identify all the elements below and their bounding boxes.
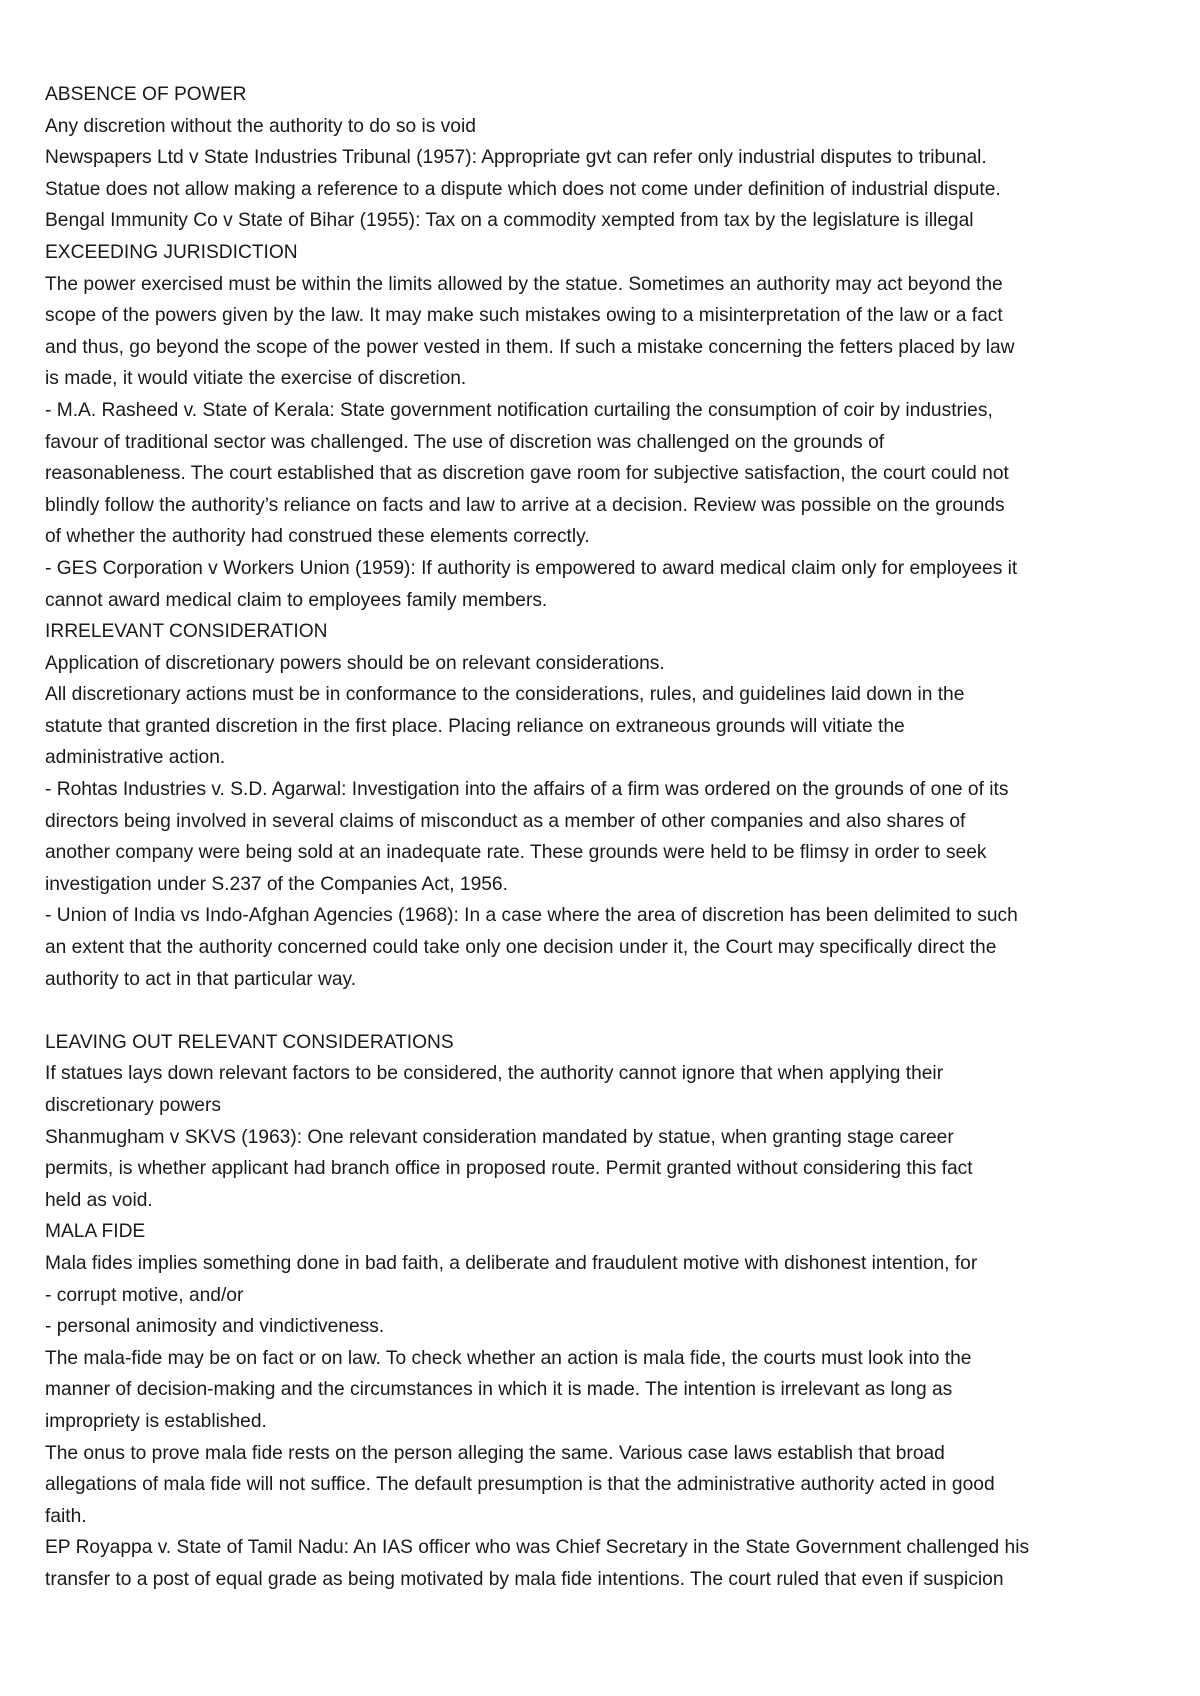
text-line: manner of decision-making and the circumstances in which it is made. The intention is irrelevant as long as (45, 1379, 953, 1401)
text-line: favour of traditional sector was challenged. The use of discretion was challenged on the grounds of (45, 431, 885, 453)
text-line: impropriety is established. (45, 1410, 267, 1432)
heading-exceeding-jurisdiction: EXCEEDING JURISDICTION (45, 241, 298, 263)
text-line: discretionary powers (45, 1095, 221, 1116)
text-line: cannot award medical claim to employees family members. (45, 589, 548, 611)
heading-leaving-out-relevant-considerations: LEAVING OUT RELEVANT CONSIDERATIONS (45, 1031, 454, 1053)
text-line: allegations of mala fide will not suffice. The default presumption is that the administrative authority acted in good (45, 1474, 995, 1496)
text-line: Statue does not allow making a reference to a dispute which does not come under definition of industrial dispute. (45, 178, 1001, 200)
text-line: reasonableness. The court established that as discretion gave room for subjective satisfaction, the court could not (45, 463, 1009, 485)
text-line: Bengal Immunity Co v State of Bihar (1955): Tax on a commodity xempted from tax by the legislature is illegal (45, 210, 974, 232)
heading-mala-fide: MALA FIDE (45, 1221, 146, 1243)
heading-absence-of-power: ABSENCE OF POWER (45, 84, 247, 105)
text-line: permits, is whether applicant had branch office in proposed route. Permit granted without considering this fact (45, 1158, 973, 1180)
text-line: - Union of India vs Indo-Afghan Agencies (1968): In a case where the area of discretion has been delimited to such (45, 905, 1018, 927)
text-line: - corrupt motive, and/or (45, 1284, 244, 1306)
text-line: Application of discretionary powers should be on relevant considerations. (45, 652, 665, 674)
text-line: Newspapers Ltd v State Industries Tribunal (1957): Appropriate gvt can refer only industrial disputes to tribunal. (45, 147, 987, 169)
text-line: The power exercised must be within the limits allowed by the statue. Sometimes an authority may act beyond the (45, 273, 1003, 295)
text-line: - personal animosity and vindictiveness. (45, 1316, 385, 1338)
text-line: scope of the powers given by the law. It may make such mistakes owing to a misinterpretation of the law or a fact (45, 305, 1003, 327)
text-line: blindly follow the authority’s reliance on facts and law to arrive at a decision. Review was possible on the grounds (45, 494, 1005, 516)
text-line: transfer to a post of equal grade as being motivated by mala fide intentions. The court ruled that even if suspicion (45, 1568, 1004, 1590)
text-line: Mala fides implies something done in bad faith, a deliberate and fraudulent motive with dishonest intention, for (45, 1252, 978, 1274)
text-line: held as void. (45, 1189, 153, 1211)
text-line: and thus, go beyond the scope of the power vested in them. If such a mistake concerning the fetters placed by law (45, 336, 1015, 358)
text-line: another company were being sold at an inadequate rate. These grounds were held to be flimsy in order to seek (45, 842, 987, 864)
text-line: The mala-fide may be on fact or on law. To check whether an action is mala fide, the courts must look into the (45, 1347, 972, 1369)
text-line: statute that granted discretion in the first place. Placing reliance on extraneous grounds will vitiate the (45, 715, 905, 737)
text-line: - M.A. Rasheed v. State of Kerala: State government notification curtailing the consumption of coir by industries, (45, 399, 993, 421)
text-line: faith. (45, 1505, 87, 1527)
text-line: - Rohtas Industries v. S.D. Agarwal: Investigation into the affairs of a firm was ordered on the grounds of one of its (45, 779, 1009, 801)
text-line: - GES Corporation v Workers Union (1959): If authority is empowered to award medical claim only for employees it (45, 557, 1018, 579)
text-line: an extent that the authority concerned could take only one decision under it, the Court may specifically direct the (45, 937, 997, 959)
text-line: administrative action. (45, 747, 226, 769)
blank-line (45, 995, 1163, 1027)
document-page (45, 79, 1163, 1596)
text-line: The onus to prove mala fide rests on the person alleging the same. Various case laws establish that broad (45, 1442, 945, 1464)
text-line: Shanmugham v SKVS (1963): One relevant consideration mandated by statue, when granting stage career (45, 1126, 954, 1148)
text-line: of whether the authority had construed these elements correctly. (45, 526, 590, 548)
text-line: authority to act in that particular way. (45, 968, 357, 990)
heading-irrelevant-consideration: IRRELEVANT CONSIDERATION (45, 621, 328, 643)
text-line: Any discretion without the authority to do so is void (45, 115, 476, 137)
text-line: directors being involved in several claims of misconduct as a member of other companies and also shares of (45, 810, 966, 832)
text-line: If statues lays down relevant factors to be considered, the authority cannot ignore that when applying their (45, 1063, 944, 1085)
text-line: EP Royappa v. State of Tamil Nadu: An IAS officer who was Chief Secretary in the State Government challenged his (45, 1537, 1030, 1559)
text-line: is made, it would vitiate the exercise of discretion. (45, 368, 467, 390)
text-line: investigation under S.237 of the Companies Act, 1956. (45, 873, 508, 895)
text-line: All discretionary actions must be in conformance to the considerations, rules, and guidelines laid down in the (45, 684, 965, 706)
